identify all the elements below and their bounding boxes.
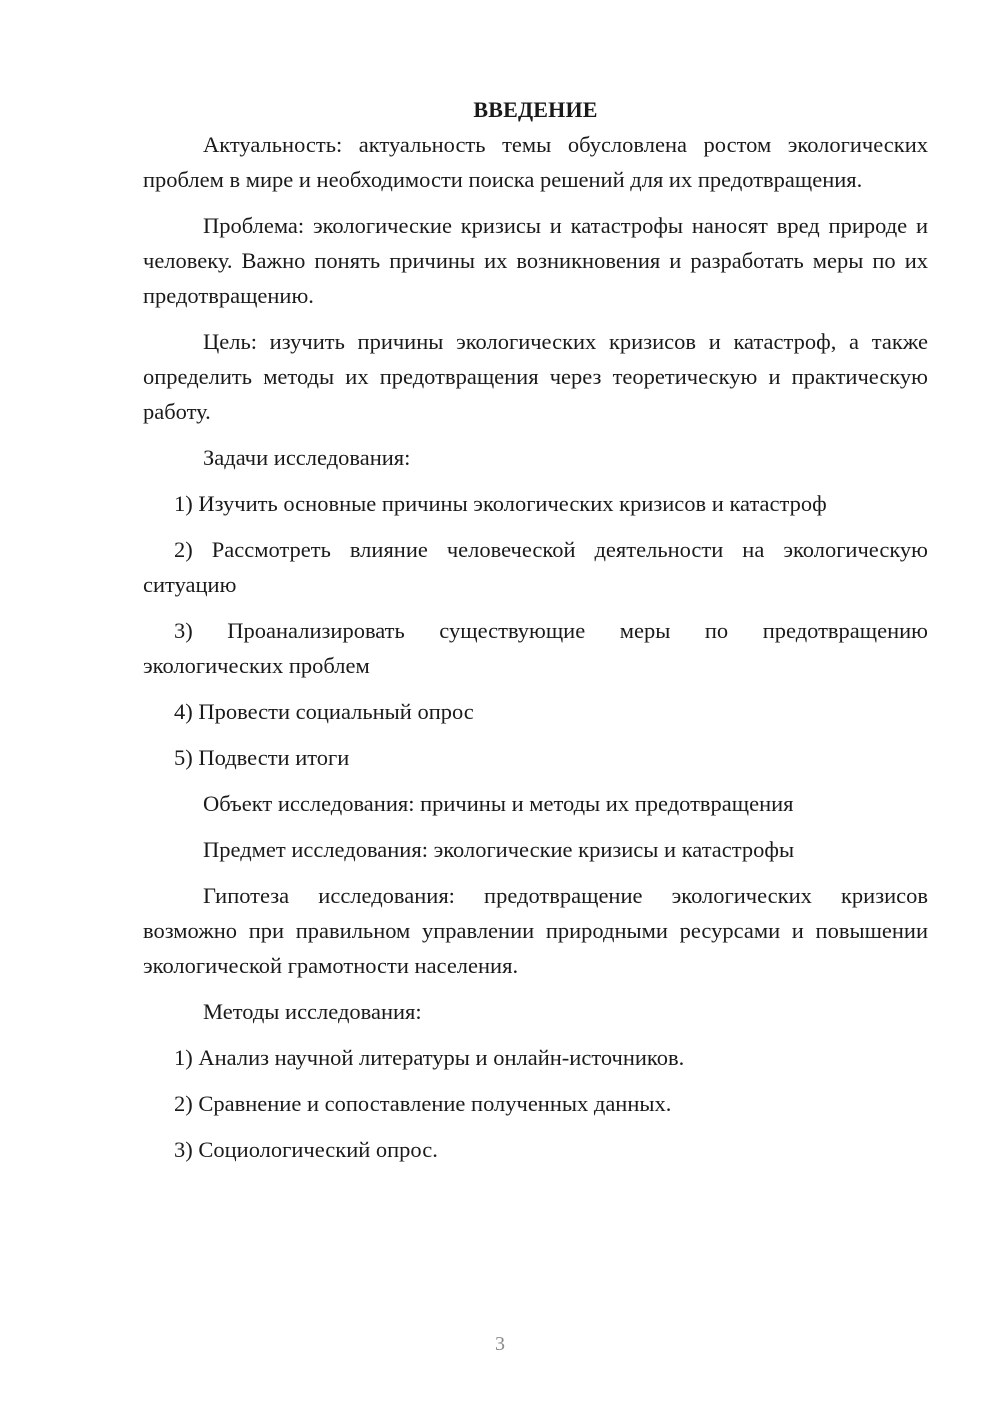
page-number: 3 <box>495 1333 505 1355</box>
task-item: 1) Изучить основные причины экологических кризисов и катастроф <box>174 491 827 516</box>
task-item: 5) Подвести итоги <box>174 745 350 770</box>
object-paragraph: Объект исследования: причины и методы их предотвращения <box>203 791 794 816</box>
subject-paragraph: Предмет исследования: экологические кризисы и катастрофы <box>203 837 795 862</box>
method-item: 1) Анализ научной литературы и онлайн-источников. <box>174 1045 685 1070</box>
task-item: 2) Рассмотреть влияние человеческой деятельности на экологическую ситуацию <box>143 537 928 597</box>
relevance-paragraph: Актуальность: актуальность темы обусловлена ростом экологических проблем в мире и необходимости поиска решений для их предотвращения. <box>143 132 928 192</box>
task-item: 3) Проанализировать существующие меры по предотвращению экологических проблем <box>143 618 928 678</box>
tasks-label: Задачи исследования: <box>203 445 411 470</box>
page-title: ВВЕДЕНИЕ <box>473 97 598 122</box>
method-item: 2) Сравнение и сопоставление полученных данных. <box>174 1091 672 1116</box>
task-item: 4) Провести социальный опрос <box>174 699 474 724</box>
method-item: 3) Социологический опрос. <box>174 1137 438 1162</box>
problem-paragraph: Проблема: экологические кризисы и катастрофы наносят вред природе и человеку. Важно понять причины их возникновения и разработать меры по их предотвращению. <box>143 213 928 308</box>
hypothesis-paragraph: Гипотеза исследования: предотвращение экологических кризисов возможно при правильном управлении природными ресурсами и повышении экологической грамотности населения. <box>143 883 928 978</box>
goal-paragraph: Цель: изучить причины экологических кризисов и катастроф, а также определить методы их предотвращения через теоретическую и практическую работу. <box>143 329 928 424</box>
methods-label: Методы исследования: <box>203 999 422 1024</box>
document-page <box>143 92 928 1178</box>
